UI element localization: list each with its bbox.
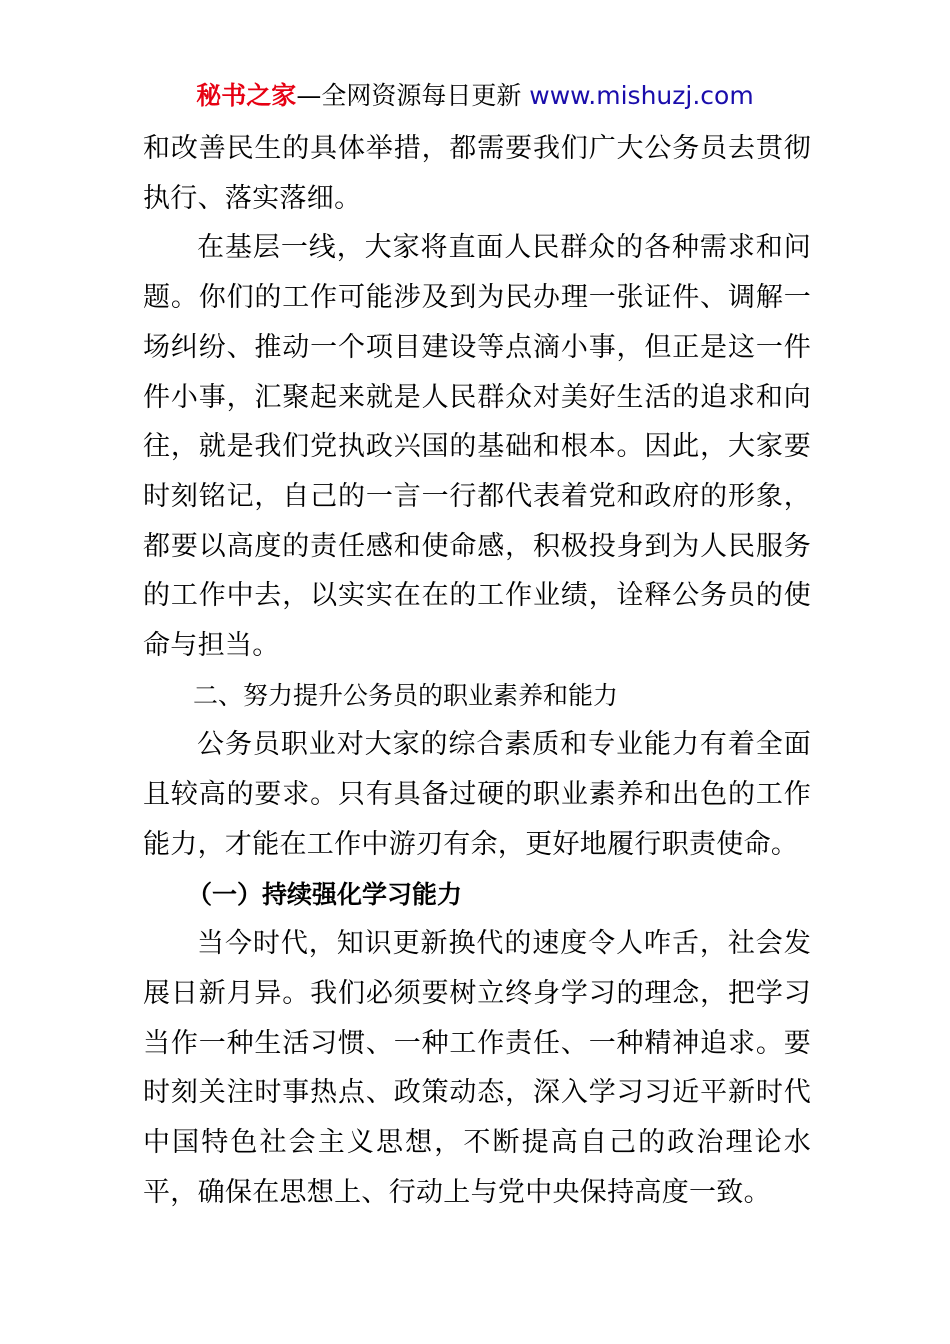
page-header (0, 80, 950, 112)
document-body (143, 124, 811, 1217)
brand-name: 秘书之家 (196, 81, 297, 110)
paragraph-learning: 当今时代，知识更新换代的速度令人咋舌，社会发展日新月异。我们必须要树立终身学习的理念，把学习当作一种生活习惯、一种工作责任、一种精神追求。要时刻关注时事热点、政策动态，深入学习习近平新时代中国特色社会主义思想，不断提高自己的政治理论水平，确保在思想上、行动上与党中央保持高度一致。 (143, 928, 811, 1208)
section-heading-2: 二、努力提升公务员的职业素养和能力 (193, 680, 619, 710)
site-url-link[interactable]: www.mishuzj.com (529, 81, 754, 110)
header-tagline: —全网资源每日更新 (296, 81, 530, 110)
subsection-heading-1: （一）持续强化学习能力 (187, 879, 463, 909)
paragraph-grassroots: 在基层一线，大家将直面人民群众的各种需求和问题。你们的工作可能涉及到为民办理一张证件、调解一场纠纷、推动一个项目建设等点滴小事，但正是这一件件小事，汇聚起来就是人民群众对美好生活的追求和向往，就是我们党执政兴国的基础和根本。因此，大家要时刻铭记，自己的一言一行都代表着党和政府的形象，都要以高度的责任感和使命感，积极投身到为人民服务的工作中去，以实实在在的工作业绩，诠释公务员的使命与担当。 (143, 232, 811, 662)
paragraph-requirements: 公务员职业对大家的综合素质和专业能力有着全面且较高的要求。只有具备过硬的职业素养和出色的工作能力，才能在工作中游刃有余，更好地履行职责使命。 (143, 729, 811, 860)
paragraph-continuation: 和改善民生的具体举措，都需要我们广大公务员去贯彻执行、落实落细。 (143, 133, 811, 214)
